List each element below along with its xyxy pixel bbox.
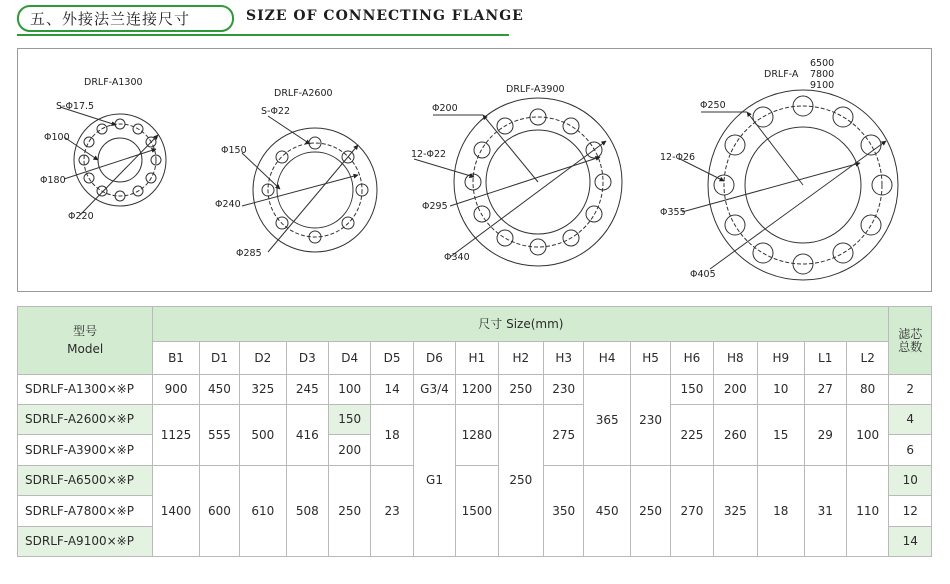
cell-h6: 270 — [671, 466, 713, 557]
cell-filter-count: 14 — [889, 527, 932, 557]
cell-d1: 450 — [199, 375, 239, 405]
section-underline — [17, 34, 509, 36]
cell-h1: 1500 — [456, 466, 498, 557]
cell-filter-count: 4 — [889, 405, 932, 435]
flange-diagram-panel — [17, 48, 932, 292]
cell-d2: 325 — [240, 375, 286, 405]
cell-h8: 260 — [713, 405, 757, 466]
model-variant-9100: 9100 — [810, 80, 835, 91]
cell-d4: 250 — [328, 466, 370, 557]
flange-diagram-a6500 — [680, 90, 898, 280]
cell-h8: 200 — [713, 375, 757, 405]
col-header-h3: H3 — [544, 342, 584, 375]
filter-count-header-1: 滤芯 — [898, 326, 923, 341]
model-cell: SDRLF-A6500×※P — [18, 466, 153, 496]
filter-count-header — [889, 307, 932, 375]
section-title-zh: 五、外接法兰连接尺寸 — [30, 10, 191, 28]
col-header-l1: L1 — [804, 342, 846, 375]
dim-label-a6500-3: Φ405 — [690, 269, 716, 280]
cell-l1: 27 — [804, 375, 846, 405]
cell-b1: 1125 — [153, 405, 199, 466]
table-row — [18, 405, 932, 435]
cell-h4: 450 — [584, 466, 630, 557]
dim-label-a3900-3: Φ340 — [444, 252, 470, 263]
diagram-title-a3900: DRLF-A3900 — [506, 84, 565, 95]
cell-b1: 900 — [153, 375, 199, 405]
cell-d6-shared: G1 — [413, 405, 455, 557]
cell-d6: G3/4 — [413, 375, 455, 405]
col-header-d5: D5 — [371, 342, 413, 375]
cell-l2: 80 — [846, 375, 889, 405]
flange-diagram-a3900 — [414, 98, 622, 266]
dim-label-a1300-3: Φ220 — [68, 211, 94, 222]
section-title-en: SIZE OF CONNECTING FLANGE — [246, 8, 524, 24]
cell-h2-shared: 250 — [498, 405, 543, 557]
cell-d2: 610 — [240, 466, 286, 557]
cell-filter-count: 2 — [889, 375, 932, 405]
cell-h5-shared: 230 — [630, 375, 670, 466]
flange-size-table — [17, 306, 932, 557]
col-header-d4: D4 — [328, 342, 370, 375]
dim-label-a1300-1: Φ100 — [44, 132, 70, 143]
col-header-b1: B1 — [153, 342, 199, 375]
cell-d1: 555 — [199, 405, 239, 466]
model-variant-6500: 6500 — [810, 58, 835, 69]
cell-h4-shared: 365 — [584, 375, 630, 466]
cell-l1: 29 — [804, 405, 846, 466]
cell-l2: 110 — [846, 466, 889, 557]
dim-label-a6500-1: Φ250 — [700, 100, 726, 111]
col-header-d3: D3 — [286, 342, 328, 375]
cell-h9: 18 — [758, 466, 804, 557]
holes-label-a3900: 12-Φ22 — [411, 149, 447, 160]
size-header: 尺寸 Size(mm) — [153, 307, 889, 342]
cell-d2: 500 — [240, 405, 286, 466]
cell-l2: 100 — [846, 405, 889, 466]
cell-d3: 416 — [286, 405, 328, 466]
cell-h9: 15 — [758, 405, 804, 466]
col-header-h5: H5 — [630, 342, 670, 375]
col-header-d1: D1 — [199, 342, 239, 375]
dim-label-a2600-2: Φ240 — [215, 199, 241, 210]
diagram-title-a6500: DRLF-A — [764, 69, 799, 80]
flange-diagram-a1300 — [60, 107, 166, 215]
dim-label-a2600-3: Φ285 — [236, 248, 262, 259]
dim-label-a1300-2: Φ180 — [40, 175, 66, 186]
model-header-cell — [18, 307, 153, 375]
cell-d3: 508 — [286, 466, 328, 557]
col-header-h6: H6 — [671, 342, 713, 375]
cell-h9: 10 — [758, 375, 804, 405]
cell-d3: 245 — [286, 375, 328, 405]
cell-h2: 250 — [498, 375, 543, 405]
cell-d5: 18 — [371, 405, 413, 466]
model-cell: SDRLF-A3900×※P — [18, 435, 153, 466]
diagram-title-a1300: DRLF-A1300 — [84, 77, 143, 88]
cell-filter-count: 10 — [889, 466, 932, 496]
cell-b1: 1400 — [153, 466, 199, 557]
cell-d4: 100 — [328, 375, 370, 405]
cell-h6: 150 — [671, 375, 713, 405]
cell-h3: 350 — [544, 466, 584, 557]
holes-label-a2600: S-Φ22 — [261, 106, 291, 117]
col-header-d2: D2 — [240, 342, 286, 375]
col-header-h4: H4 — [584, 342, 630, 375]
bolt-holes-a2600 — [262, 137, 368, 243]
cell-filter-count: 12 — [889, 496, 932, 527]
holes-label-a6500: 12-Φ26 — [660, 152, 696, 163]
model-cell: SDRLF-A2600×※P — [18, 405, 153, 435]
col-header-l2: L2 — [846, 342, 889, 375]
col-header-h2: H2 — [498, 342, 543, 375]
col-header-d6: D6 — [413, 342, 455, 375]
model-header-en: Model — [67, 342, 104, 356]
flange-diagrams — [18, 49, 933, 293]
col-header-h8: H8 — [713, 342, 757, 375]
diagram-title-a2600: DRLF-A2600 — [274, 88, 333, 99]
dim-label-a6500-2: Φ355 — [660, 207, 686, 218]
cell-d5: 23 — [371, 466, 413, 557]
cell-h6: 225 — [671, 405, 713, 466]
model-cell: SDRLF-A1300×※P — [18, 375, 153, 405]
cell-l1: 31 — [804, 466, 846, 557]
filter-count-header-2: 总数 — [898, 339, 923, 354]
dim-label-a3900-2: Φ295 — [422, 201, 448, 212]
holes-label-a1300: S-Φ17.5 — [56, 101, 95, 112]
cell-h1: 1280 — [456, 405, 498, 466]
flange-diagram-a2600 — [242, 116, 377, 252]
model-variant-7800: 7800 — [810, 69, 835, 80]
cell-h1: 1200 — [456, 375, 498, 405]
cell-d5: 14 — [371, 375, 413, 405]
col-header-h1: H1 — [456, 342, 498, 375]
model-cell: SDRLF-A9100×※P — [18, 527, 153, 557]
cell-h8: 325 — [713, 466, 757, 557]
col-header-h9: H9 — [758, 342, 804, 375]
cell-d4: 150 — [328, 405, 370, 435]
model-header-zh: 型号 — [73, 324, 98, 338]
cell-filter-count: 6 — [889, 435, 932, 466]
model-cell: SDRLF-A7800×※P — [18, 496, 153, 527]
bolt-holes-a1300 — [79, 119, 161, 201]
cell-h5: 250 — [630, 466, 670, 557]
dim-label-a2600-1: Φ150 — [221, 145, 247, 156]
cell-d4: 200 — [328, 435, 370, 466]
cell-h3: 230 — [544, 375, 584, 405]
table-row — [18, 375, 932, 405]
dim-label-a3900-1: Φ200 — [432, 103, 458, 114]
cell-h3: 275 — [544, 405, 584, 466]
table-row — [18, 466, 932, 496]
cell-d1: 600 — [199, 466, 239, 557]
